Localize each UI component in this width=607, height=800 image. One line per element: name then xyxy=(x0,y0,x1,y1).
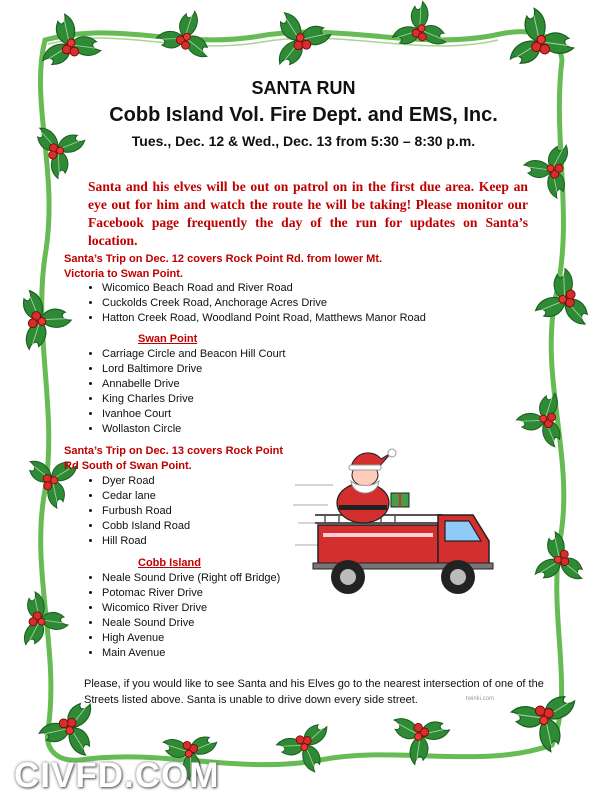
list-item: • Cuckolds Creek Road, Anchorage Acres Drive xyxy=(102,296,426,311)
swan-point-road-list xyxy=(84,347,285,437)
list-item: • Wicomico River Drive xyxy=(102,601,280,616)
list-item: • Dyer Road xyxy=(102,474,190,489)
trip1-heading: Santa’s Trip on Dec. 12 covers Rock Point Rd. from lower Mt. Victoria to Swan Point. xyxy=(64,253,383,280)
list-item: • Carriage Circle and Beacon Hill Court xyxy=(102,347,285,362)
list-item: • Potomac River Drive xyxy=(102,586,280,601)
santa-fire-truck-illustration xyxy=(293,445,495,605)
list-item: • Ivanhoe Court xyxy=(102,407,285,422)
swan-point-heading: Swan Point xyxy=(138,333,198,345)
list-item: • Main Avenue xyxy=(102,646,280,661)
list-item: • High Avenue xyxy=(102,631,280,646)
list-item: • Neale Sound Drive xyxy=(102,616,280,631)
list-item: • Lord Baltimore Drive xyxy=(102,362,285,377)
organization-name: Cobb Island Vol. Fire Dept. and EMS, Inc. xyxy=(109,104,498,126)
list-item: • Furbush Road xyxy=(102,504,190,519)
site-watermark: CIVFD.COM xyxy=(14,756,220,795)
page-title: SANTA RUN xyxy=(251,78,356,98)
cobb-island-heading: Cobb Island xyxy=(138,557,201,569)
trip2-heading: Santa’s Trip on Dec. 13 covers Rock Point Rd South of Swan Point. xyxy=(64,445,284,472)
list-item: • Annabelle Drive xyxy=(102,377,285,392)
list-item: • Hatton Creek Road, Woodland Point Road, Matthews Manor Road xyxy=(102,311,426,326)
list-item: • Wollaston Circle xyxy=(102,422,285,437)
closing-paragraph: Please, if you would like to see Santa and his Elves go to the nearest intersection of one of the Streets listed above. Santa is unable to drive down every side street. xyxy=(84,678,544,706)
intro-paragraph: Santa and his elves will be out on patrol on in the first due area. Keep an eye out for him and watch the route he will be taking! Please monitor our Facebook page frequently the day of the run for updates on Santa’s location. xyxy=(88,179,528,248)
trip2-road-list xyxy=(84,474,190,549)
list-item: • King Charles Drive xyxy=(102,392,285,407)
list-item: • Wicomico Beach Road and River Road xyxy=(102,281,426,296)
list-item: • Cedar lane xyxy=(102,489,190,504)
list-item: • Neale Sound Drive (Right off Bridge) xyxy=(102,571,280,586)
list-item: • Cobb Island Road xyxy=(102,519,190,534)
cobb-island-road-list xyxy=(84,571,280,661)
trip1-road-list xyxy=(84,281,426,326)
list-item: • Hill Road xyxy=(102,534,190,549)
event-dates: Tues., Dec. 12 & Wed., Dec. 13 from 5:30 – 8:30 p.m. xyxy=(131,133,476,149)
image-credit: twinki.com xyxy=(466,696,495,702)
